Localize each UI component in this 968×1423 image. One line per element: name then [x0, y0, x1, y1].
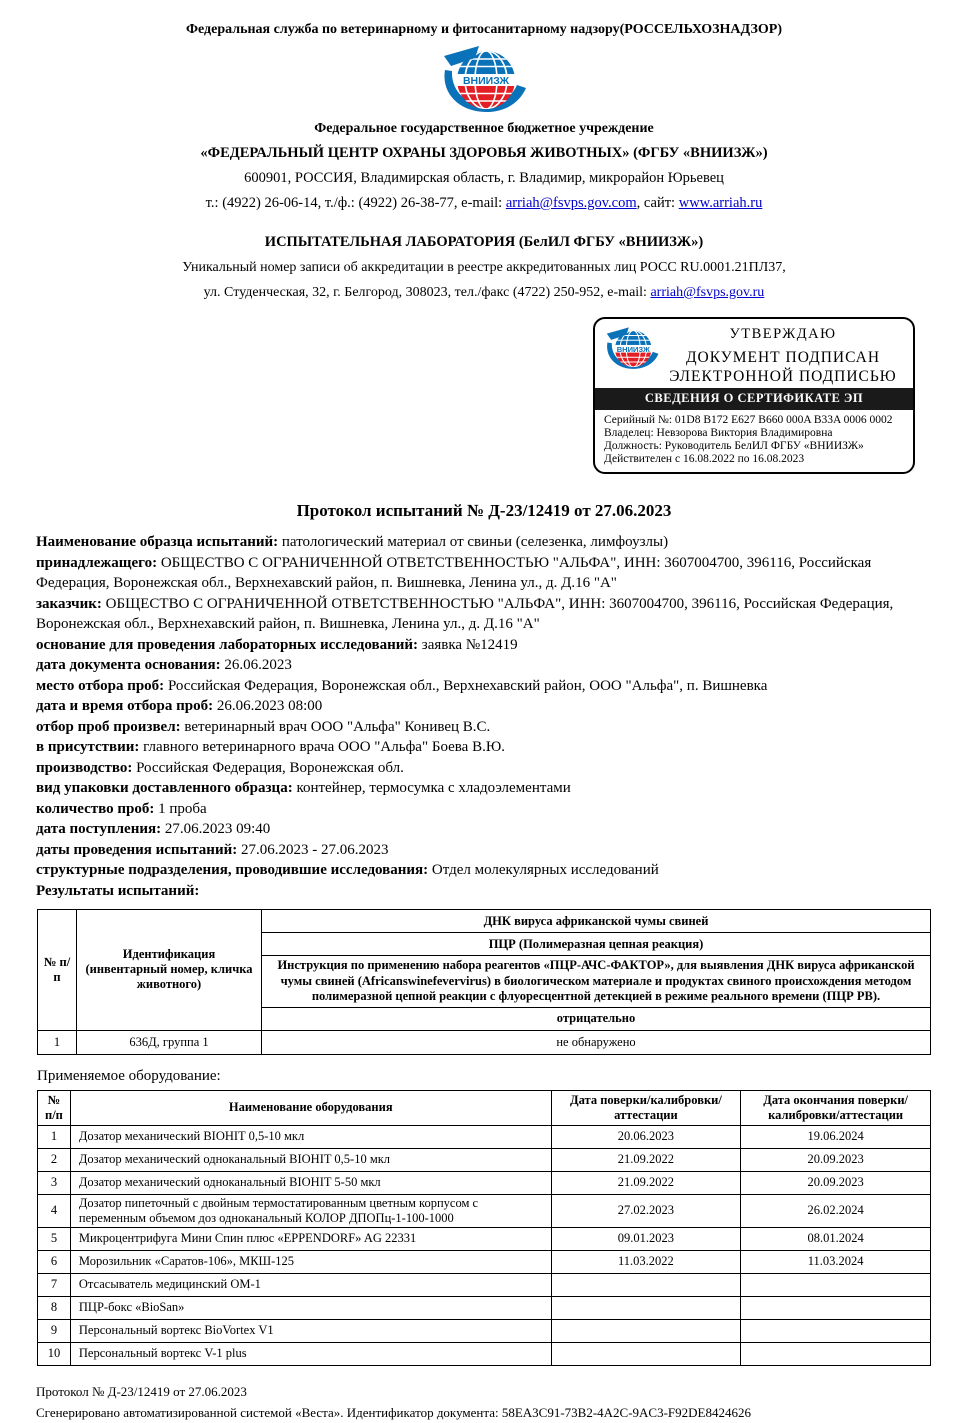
stamp-signed-line1: ДОКУМЕНТ ПОДПИСАН [685, 349, 881, 366]
footer [36, 1381, 968, 1423]
info-field-label: принадлежащего: [36, 554, 161, 571]
info-list [36, 532, 932, 881]
equipment-row [38, 1319, 931, 1342]
info-field [36, 696, 932, 717]
equipment-cell: Дозатор механический BIOHIT 0,5-10 мкл [70, 1125, 551, 1148]
info-field [36, 840, 932, 861]
equipment-cell: 20.06.2023 [551, 1125, 741, 1148]
info-field-value: ОБЩЕСТВО С ОГРАНИЧЕННОЙ ОТВЕТСТВЕННОСТЬЮ "АЛЬФА", ИНН: 3607004700, 396116, Российская Федерация, Воронежская обл., Верхнехавский район, п. Вишневка, Ленина ул., д. Д.16 "А" [36, 554, 872, 591]
info-field-label: структурные подразделения, проводившие исследования: [36, 862, 432, 878]
equipment-cell: Микроцентрифуга Мини Спин плюс «EPPENDORF» AG 22331 [70, 1227, 551, 1250]
equipment-header-name: Наименование оборудования [70, 1090, 551, 1125]
protocol-title: Протокол испытаний № Д-23/12419 от 27.06.2023 [296, 501, 672, 520]
results-heading: Результаты испытаний: [36, 882, 200, 899]
center-email-link[interactable]: arriah@fsvps.gov.com [505, 195, 637, 211]
stamp-serial: Серийный №: 01D8 B172 E627 B660 000A B33A 0006 0002 [604, 414, 893, 426]
results-test-name: ДНК вируса африканской чумы свиней [262, 910, 931, 933]
equipment-tbody [38, 1125, 931, 1365]
institution-type: Федеральное государственное бюджетное учреждение [314, 121, 654, 136]
info-field [36, 594, 932, 635]
stamp-position: Должность: Руководитель БелИЛ ФГБУ «ВНИИЗЖ» [604, 440, 864, 452]
equipment-row [38, 1342, 931, 1365]
stamp-approve: УТВЕРЖДАЮ [729, 326, 837, 342]
info-field-value: 27.06.2023 09:40 [164, 821, 271, 837]
info-field [36, 532, 932, 553]
stamp-titles [661, 325, 905, 386]
svg-text:ВНИИЗЖ: ВНИИЗЖ [616, 344, 650, 354]
equipment-row [38, 1250, 931, 1273]
result-row-id: 636Д, группа 1 [77, 1030, 262, 1054]
info-field-label: даты проведения испытаний: [36, 841, 241, 858]
equipment-cell: 6 [38, 1250, 71, 1273]
info-field-value: 26.06.2023 08:00 [216, 698, 323, 714]
equipment-cell: Дозатор пипеточный с двойным термостатированным цветным корпусом с переменным объемом доз одноканальный КОЛОР ДПОПц-1-100-1000 [70, 1194, 551, 1227]
equipment-cell: 9 [38, 1319, 71, 1342]
equipment-cell: 27.02.2023 [551, 1194, 741, 1227]
footer-generated-note: Сгенерировано автоматизированной системой «Веста». Идентификатор документа: 58EA3C91-73B2-4A2C-9AC3-F92DE8424626 [36, 1404, 751, 1420]
equipment-row [38, 1227, 931, 1250]
equipment-cell [741, 1342, 931, 1365]
equipment-cell: 20.09.2023 [741, 1171, 931, 1194]
equipment-cell [741, 1273, 931, 1296]
info-field-label: в присутствии: [36, 739, 144, 755]
stamp-validity: Действителен с 16.08.2022 по 16.08.2023 [604, 453, 805, 465]
center-name: «ФЕДЕРАЛЬНЫЙ ЦЕНТР ОХРАНЫ ЗДОРОВЬЯ ЖИВОТНЫХ» (ФГБУ «ВНИИЗЖ») [200, 145, 768, 161]
equipment-header-date-end: Дата окончания поверки/калибровки/аттестации [741, 1090, 931, 1125]
results-header-num: № п/п [38, 910, 77, 1031]
equipment-cell: 1 [38, 1125, 71, 1148]
info-field-value: главного ветеринарного врача ООО "Альфа" Боева В.Ю. [143, 739, 506, 755]
results-data-row [38, 1030, 931, 1054]
results-table [37, 909, 931, 1055]
center-contacts [0, 195, 968, 212]
equipment-cell [551, 1296, 741, 1319]
info-field-label: производство: [36, 759, 137, 776]
info-field-label: заказчик: [36, 595, 106, 612]
info-field-value: Российская Федерация, Воронежская обл. [136, 759, 404, 776]
info-field [36, 635, 932, 656]
result-row-value: не обнаружено [262, 1030, 931, 1054]
info-field-label: дата документа основания: [36, 657, 225, 673]
info-field [36, 676, 932, 697]
equipment-cell: 3 [38, 1171, 71, 1194]
equipment-row [38, 1273, 931, 1296]
info-field-label: основание для проведения лабораторных исследований: [36, 636, 422, 653]
svg-text:ВНИИЗЖ: ВНИИЗЖ [462, 75, 510, 87]
equipment-row [38, 1171, 931, 1194]
vniizh-logo-small-icon [603, 325, 661, 370]
equipment-cell: ПЦР-бокс «BioSan» [70, 1296, 551, 1319]
equipment-cell: 20.09.2023 [741, 1148, 931, 1171]
lab-address-text: ул. Студенческая, 32, г. Белгород, 308023, тел./факс (4722) 250-952, e-mail: [203, 285, 651, 300]
info-field-value: 27.06.2023 - 27.06.2023 [240, 841, 389, 858]
center-site-link[interactable]: www.arriah.ru [678, 195, 763, 211]
footer-protocol-ref: Протокол № Д-23/12419 от 27.06.2023 [36, 1383, 247, 1399]
info-field [36, 799, 932, 820]
info-field-label: отбор проб произвел: [36, 718, 185, 735]
stamp-signed-line2: ЭЛЕКТРОННОЙ ПОДПИСЬЮ [669, 368, 897, 385]
equipment-cell: Морозильник «Саратов-106», МКШ-125 [70, 1250, 551, 1273]
equipment-cell: 8 [38, 1296, 71, 1319]
info-field-label: дата поступления: [36, 821, 165, 837]
equipment-cell: 21.09.2022 [551, 1148, 741, 1171]
equipment-cell: Отсасыватель медицинский ОМ-1 [70, 1273, 551, 1296]
info-field-value: контейнер, термосумка с хладоэлементами [296, 780, 571, 796]
equipment-cell [551, 1342, 741, 1365]
equipment-cell: 10 [38, 1342, 71, 1365]
equipment-table [37, 1090, 931, 1366]
equipment-row [38, 1296, 931, 1319]
equipment-heading: Применяемое оборудование: [37, 1067, 221, 1084]
equipment-row [38, 1148, 931, 1171]
info-field [36, 655, 932, 676]
equipment-header-date: Дата поверки/калибровки/аттестации [551, 1090, 741, 1125]
equipment-cell: Дозатор механический одноканальный BIOHIT 5-50 мкл [70, 1171, 551, 1194]
equipment-cell [551, 1273, 741, 1296]
info-field [36, 758, 932, 779]
info-field-label: дата и время отбора проб: [36, 698, 217, 714]
info-field [36, 737, 932, 758]
equipment-cell: 19.06.2024 [741, 1125, 931, 1148]
results-header-id: Идентификация (инвентарный номер, кличка животного) [77, 910, 262, 1031]
info-field-label: количество проб: [36, 800, 159, 817]
stamp-top [595, 319, 913, 388]
info-field-value: патологический материал от свиньи (селезенка, лимфоузлы) [281, 534, 669, 550]
vniizh-logo-icon [438, 43, 530, 113]
info-field [36, 819, 932, 840]
equipment-cell: 09.01.2023 [551, 1227, 741, 1250]
center-address: 600901, РОССИЯ, Владимирская область, г. Владимир, микрорайон Юрьевец [244, 170, 724, 186]
agency-name: Федеральная служба по ветеринарному и фитосанитарному надзору(РОССЕЛЬХОЗНАДЗОР) [185, 22, 783, 37]
result-row-num: 1 [38, 1030, 77, 1054]
equipment-cell: Персональный вортекс BioVortex V1 [70, 1319, 551, 1342]
equipment-cell [741, 1319, 931, 1342]
equipment-cell: 11.03.2024 [741, 1250, 931, 1273]
logo-row [0, 43, 968, 118]
results-method-description: Инструкция по применению набора реагентов «ПЦР-АЧС-ФАКТОР», для выявления ДНК вируса африканской чумы свиней (Africanswinefevervirus) в биологическом материале и продуктах свиного происхождения методом полимеразной цепной реакции с флуоресцентной детекцией в режиме реального времени (ПЦР РВ). [262, 956, 931, 1008]
lab-accreditation: Уникальный номер записи об аккредитации в реестре аккредитованных лиц РОСС RU.0001.21ПЛ37, [182, 260, 786, 275]
lab-email-link[interactable]: arriah@fsvps.gov.ru [650, 285, 765, 300]
equipment-cell: Персональный вортекс V-1 plus [70, 1342, 551, 1365]
info-field [36, 778, 932, 799]
equipment-row [38, 1194, 931, 1227]
equipment-cell [741, 1296, 931, 1319]
equipment-cell: 5 [38, 1227, 71, 1250]
equipment-cell [551, 1319, 741, 1342]
equipment-row [38, 1125, 931, 1148]
contacts-mid: , сайт: [636, 195, 679, 211]
info-field-value: Отдел молекулярных исследований [431, 862, 659, 878]
info-field [36, 860, 932, 881]
info-field [36, 717, 932, 738]
info-field-label: Наименование образца испытаний: [36, 534, 282, 550]
equipment-header-row [38, 1090, 931, 1125]
equipment-cell: 26.02.2024 [741, 1194, 931, 1227]
info-field-value: ОБЩЕСТВО С ОГРАНИЧЕННОЙ ОТВЕТСТВЕННОСТЬЮ "АЛЬФА", ИНН: 3607004700, 396116, Российская Федерация, Воронежская обл., Верхнехавский район, п. Вишневка, Ленина ул., д. Д.16 "А" [36, 595, 894, 632]
info-field-value: Российская Федерация, Воронежская обл., Верхнехавский район, ООО "Альфа", п. Вишневка [167, 677, 768, 694]
info-field [36, 553, 932, 594]
lab-address [0, 285, 968, 301]
equipment-cell: 4 [38, 1194, 71, 1227]
stamp-details [595, 410, 913, 472]
info-field-value: ветеринарный врач ООО "Альфа" Конивец В.С. [184, 718, 491, 735]
info-field-label: место отбора проб: [36, 677, 168, 694]
info-field-value: 26.06.2023 [224, 657, 292, 673]
electronic-signature-stamp [593, 317, 915, 474]
results-norm: отрицательно [262, 1007, 931, 1030]
info-field-label: вид упаковки доставленного образца: [36, 780, 297, 796]
equipment-cell: 2 [38, 1148, 71, 1171]
equipment-cell: Дозатор механический одноканальный BIOHIT 0,5-10 мкл [70, 1148, 551, 1171]
stamp-owner: Владелец: Невзорова Виктория Владимировна [604, 427, 833, 439]
results-method: ПЦР (Полимеразная цепная реакция) [262, 933, 931, 956]
info-field-value: заявка №12419 [421, 636, 518, 653]
equipment-cell: 7 [38, 1273, 71, 1296]
contacts-prefix: т.: (4922) 26-06-14, т./ф.: (4922) 26-38-77, e-mail: [205, 195, 506, 211]
signature-stamp-wrap [0, 317, 968, 474]
lab-title: ИСПЫТАТЕЛЬНАЯ ЛАБОРАТОРИЯ (БелИЛ ФГБУ «ВНИИЗЖ») [264, 234, 704, 250]
equipment-cell: 21.09.2022 [551, 1171, 741, 1194]
info-field-value: 1 проба [158, 800, 207, 817]
stamp-cert-bar: СВЕДЕНИЯ О СЕРТИФИКАТЕ ЭП [595, 388, 913, 410]
equipment-header-num: № п/п [38, 1090, 71, 1125]
equipment-cell: 11.03.2022 [551, 1250, 741, 1273]
equipment-cell: 08.01.2024 [741, 1227, 931, 1250]
